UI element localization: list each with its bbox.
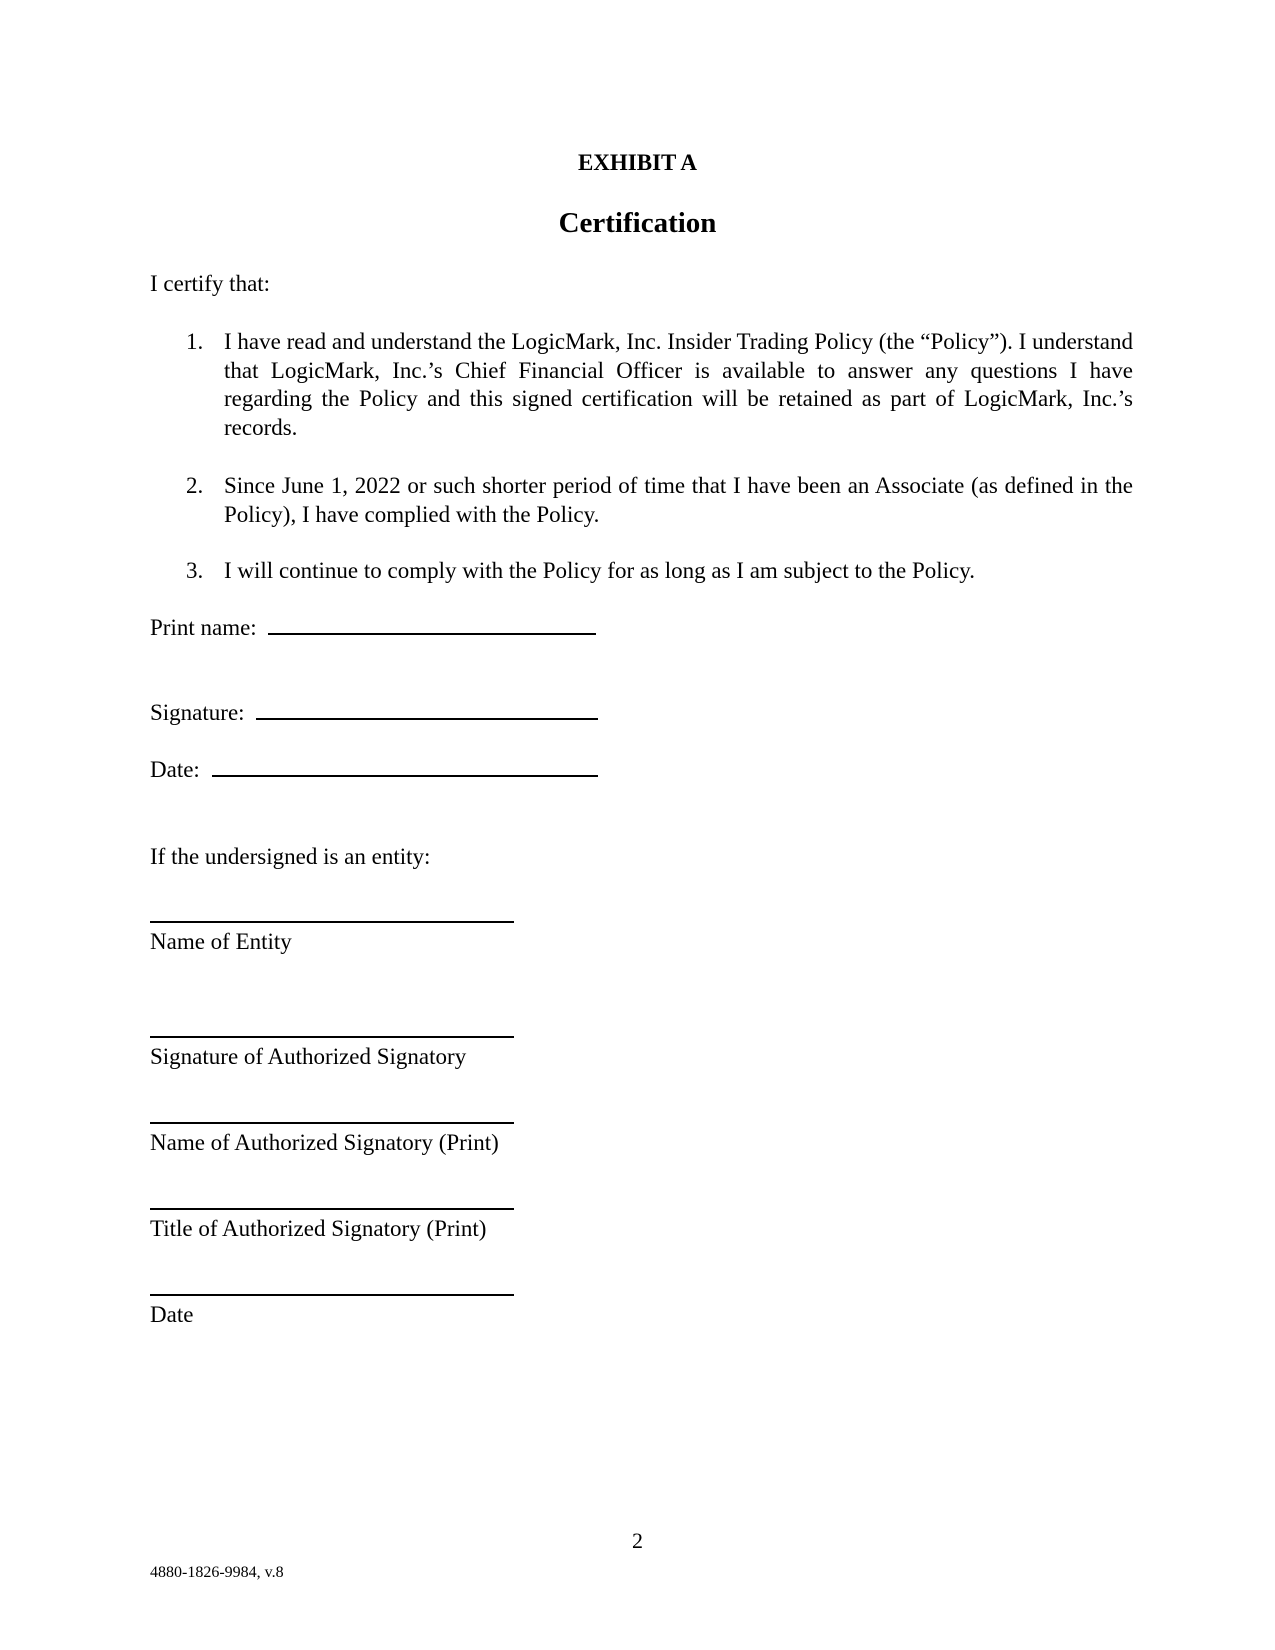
signature-row: [150, 698, 598, 727]
entity-intro: If the undersigned is an entity:: [150, 844, 431, 869]
print-name-row: [150, 613, 596, 642]
entity-date-label: Date: [150, 1302, 194, 1327]
signature-label: Signature:: [150, 700, 245, 725]
print-name-field[interactable]: [268, 613, 596, 635]
authorized-name-label: Name of Authorized Signatory (Print): [150, 1130, 499, 1155]
entity-date-line[interactable]: [150, 1294, 514, 1296]
authorized-signature-line[interactable]: [150, 1036, 514, 1038]
list-item-text: I will continue to comply with the Policy for as long as I am subject to the Policy.: [224, 558, 975, 583]
print-name-label: Print name:: [150, 615, 257, 640]
list-item: [150, 557, 1133, 586]
list-item-number: 2.: [186, 473, 204, 498]
list-item-number: 3.: [186, 558, 204, 583]
list-item-number: 1.: [186, 329, 204, 354]
list-item-text: I have read and understand the LogicMark, Inc. Insider Trading Policy (the “Policy”). I understand that LogicMark, Inc.’s Chief Financial Officer is available to answer any questions I have regarding the Policy and this signed certification will be retained as part of LogicMark, Inc.’s records.: [224, 329, 1133, 440]
date-label: Date:: [150, 757, 200, 782]
authorized-name-line[interactable]: [150, 1122, 514, 1124]
entity-name-label: Name of Entity: [150, 929, 292, 954]
signature-field[interactable]: [256, 698, 598, 720]
authorized-title-label: Title of Authorized Signatory (Print): [150, 1216, 487, 1241]
page-number: 2: [632, 1528, 643, 1553]
document-id: 4880-1826-9984, v.8: [150, 1564, 284, 1581]
date-row: [150, 755, 598, 784]
entity-name-line[interactable]: [150, 921, 514, 923]
intro-text: I certify that:: [150, 271, 271, 296]
list-item-text: Since June 1, 2022 or such shorter period of time that I have been an Associate (as defined in the Policy), I have complied with the Policy.: [224, 473, 1133, 527]
list-item: [150, 472, 1133, 529]
exhibit-heading: EXHIBIT A: [577, 150, 698, 175]
authorized-signature-label: Signature of Authorized Signatory: [150, 1044, 467, 1069]
authorized-title-line[interactable]: [150, 1208, 514, 1210]
date-field[interactable]: [212, 755, 598, 777]
list-item: [150, 328, 1133, 442]
page-title: Certification: [558, 207, 717, 239]
